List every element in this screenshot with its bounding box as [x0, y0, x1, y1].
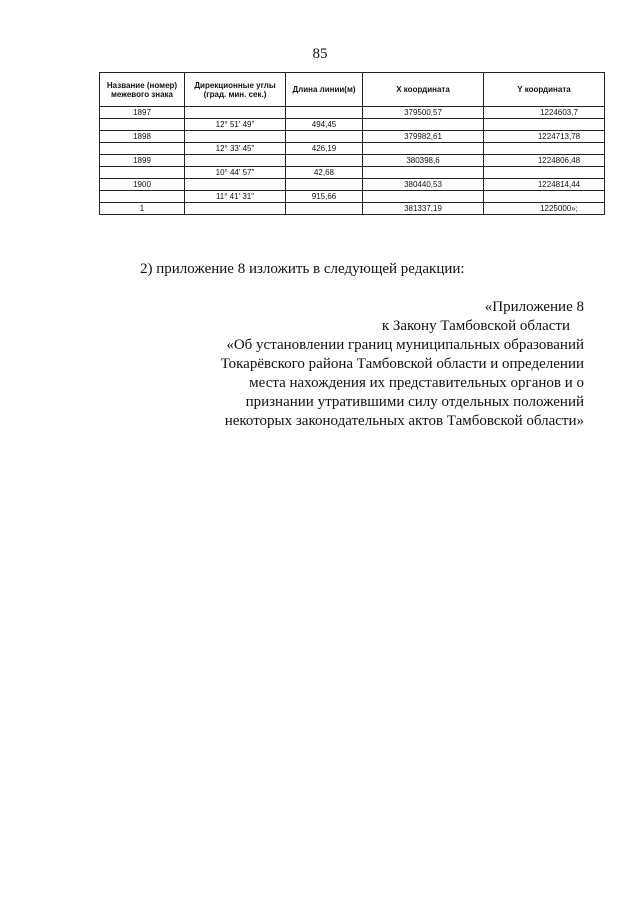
- direction-angle-cell: 12° 51' 49": [185, 119, 286, 131]
- table-row: [100, 131, 605, 143]
- line-length-cell: 42,68: [286, 167, 363, 179]
- table-header-row: [100, 73, 605, 107]
- table-row: [100, 203, 605, 215]
- sign-name-cell: 1900: [100, 179, 185, 191]
- line-length-cell: 494,45: [286, 119, 363, 131]
- table-row: [100, 143, 605, 155]
- appendix-line: признании утратившими силу отдельных положений: [245, 394, 584, 410]
- sign-name-cell: 1898: [100, 131, 185, 143]
- table-row: [100, 155, 605, 167]
- table-row: [100, 179, 605, 191]
- x-coordinate-cell: 379500,57: [363, 107, 484, 119]
- direction-angle-cell: 11° 41' 31": [185, 191, 286, 203]
- sign-name-cell: 1: [100, 203, 185, 215]
- direction-angle-cell: 12° 33' 45": [185, 143, 286, 155]
- y-coordinate-cell: 1224603,7: [484, 107, 605, 119]
- table-row: [100, 167, 605, 179]
- y-coordinate-cell: 1224713,78: [484, 131, 605, 143]
- line-length-cell: 426,19: [286, 143, 363, 155]
- coordinates-table: [99, 72, 605, 215]
- header-y-coordinate: Y координата: [484, 73, 605, 107]
- appendix-heading: [200, 298, 584, 431]
- table-row: [100, 119, 605, 131]
- amendment-instruction: 2) приложение 8 изложить в следующей редакции:: [140, 261, 465, 277]
- x-coordinate-cell: 379982,61: [363, 131, 484, 143]
- appendix-line: к Закону Тамбовской области: [381, 318, 570, 334]
- header-sign-name: Название (номер) межевого знака: [100, 73, 185, 107]
- appendix-line: «Об установлении границ муниципальных образований: [226, 337, 584, 353]
- header-direction-angle: Дирекционные углы (град. мин. сек.): [185, 73, 286, 107]
- line-length-cell: 915,66: [286, 191, 363, 203]
- x-coordinate-cell: 380440,53: [363, 179, 484, 191]
- y-coordinate-cell: 1224814,44: [484, 179, 605, 191]
- y-coordinate-cell: 1224806,48: [484, 155, 605, 167]
- direction-angle-cell: 10° 44' 57": [185, 167, 286, 179]
- x-coordinate-cell: 381337,19: [363, 203, 484, 215]
- appendix-line: «Приложение 8: [484, 299, 584, 315]
- x-coordinate-cell: 380398,6: [363, 155, 484, 167]
- appendix-line: места нахождения их представительных органов и о: [249, 375, 584, 391]
- table-row: [100, 107, 605, 119]
- y-coordinate-cell: 1225000»;: [484, 203, 605, 215]
- sign-name-cell: 1897: [100, 107, 185, 119]
- table-row: [100, 191, 605, 203]
- sign-name-cell: 1899: [100, 155, 185, 167]
- header-line-length: Длина линии(м): [286, 73, 363, 107]
- appendix-line: Токарёвского района Тамбовской области и определении: [220, 356, 584, 372]
- appendix-line: некоторых законодательных актов Тамбовской области»: [224, 413, 584, 429]
- page-number: 85: [312, 46, 328, 62]
- header-x-coordinate: X координата: [363, 73, 484, 107]
